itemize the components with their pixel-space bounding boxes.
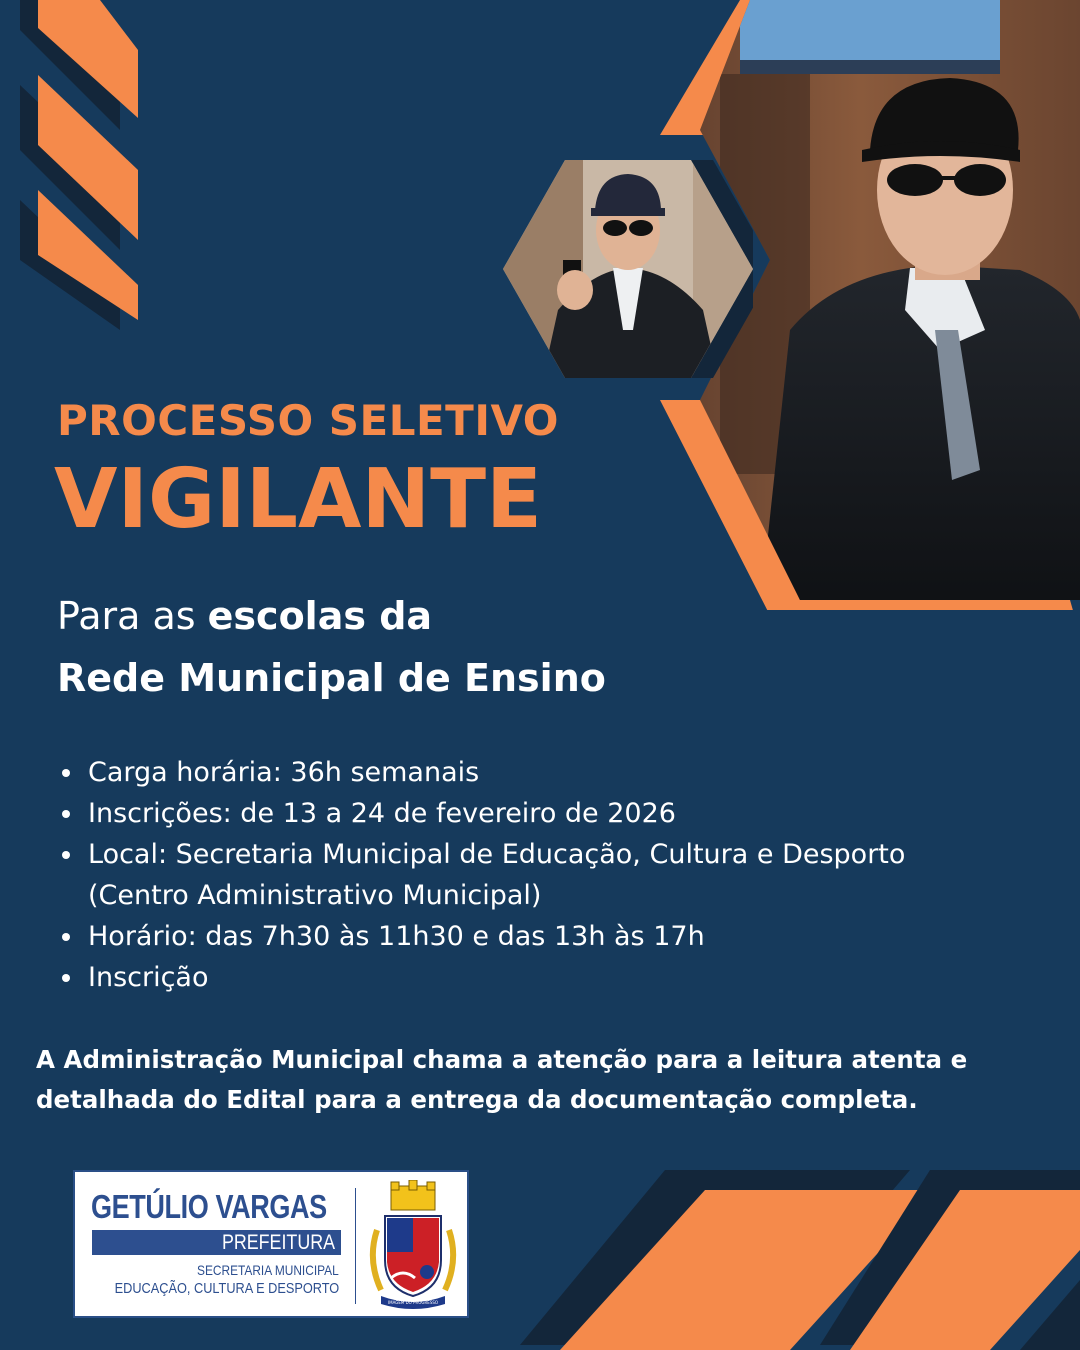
details-list <box>60 752 1040 998</box>
logo-secretaria: SECRETARIA MUNICIPAL <box>197 1262 339 1278</box>
detail-inscricao: Inscrição <box>60 957 1040 998</box>
logo-prefeitura: PREFEITURA <box>221 1231 335 1254</box>
prefeitura-logo <box>73 1170 469 1318</box>
title-vigilante: VIGILANTE <box>54 452 543 547</box>
decorative-stripes-top <box>0 0 160 340</box>
logo-city-name: GETÚLIO VARGAS <box>91 1188 327 1225</box>
detail-local: Local: Secretaria Municipal de Educação, Cultura e Desporto (Centro Administrativo Municipal) <box>60 834 990 916</box>
guard-with-radio-photo <box>503 160 753 378</box>
subtitle-line2: Rede Municipal de Ensino <box>57 656 606 700</box>
notice-text: A Administração Municipal chama a atenção para a leitura atenta e detalhada do Edital para a entrega da documentação completa. <box>36 1045 968 1114</box>
title-processo-seletivo: PROCESSO SELETIVO <box>57 396 559 445</box>
subtitle-part1: Para as <box>57 594 208 638</box>
crest-motto: IMAGEM DO PROGRESSO <box>387 1300 439 1305</box>
detail-carga-horaria: Carga horária: 36h semanais <box>60 752 1040 793</box>
subtitle-part2: escolas da <box>207 594 433 638</box>
municipal-crest-icon <box>363 1180 463 1312</box>
decorative-stripes-bottom <box>520 1160 1080 1350</box>
detail-horario: Horário: das 7h30 às 11h30 e das 13h às 17h <box>60 916 1040 957</box>
logo-bar <box>92 1230 341 1255</box>
logo-departamento: EDUCAÇÃO, CULTURA E DESPORTO <box>114 1280 339 1297</box>
subtitle <box>57 585 697 709</box>
detail-inscricoes: Inscrições: de 13 a 24 de fevereiro de 2026 <box>60 793 1040 834</box>
logo-divider <box>355 1188 356 1304</box>
